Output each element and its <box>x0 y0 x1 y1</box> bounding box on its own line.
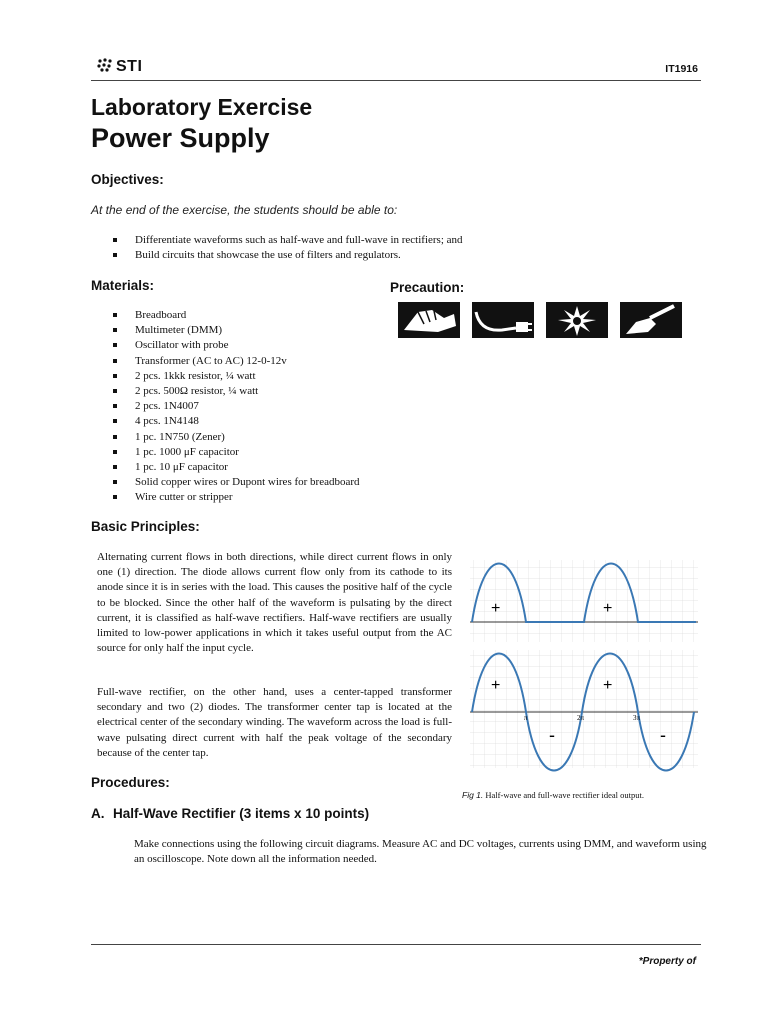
list-item: 1 pc. 1000 μF capacitor <box>113 445 413 460</box>
spark-flash-icon <box>546 302 608 338</box>
header-divider <box>91 80 701 81</box>
figure-caption-text: Half-wave and full-wave rectifier ideal output. <box>485 790 644 800</box>
full-wave-plus-2: + <box>603 677 613 694</box>
procedures-heading: Procedures: <box>91 775 170 790</box>
list-item: Wire cutter or stripper <box>113 490 413 505</box>
page-title-line2: Power Supply <box>91 123 270 153</box>
sti-logo <box>96 58 142 76</box>
half-wave-plus-1: + <box>491 600 501 617</box>
tick-label-3pi: 3π <box>633 714 641 722</box>
list-item: 2 pcs. 1kkk resistor, ¼ watt <box>113 369 413 384</box>
list-item: Transformer (AC to AC) 12-0-12v <box>113 354 413 369</box>
list-item: Multimeter (DMM) <box>113 323 413 338</box>
logo-text: STI <box>116 58 143 75</box>
list-item: 2 pcs. 1N4007 <box>113 399 413 414</box>
list-item: Oscillator with probe <box>113 338 413 353</box>
full-wave-grid <box>470 650 698 768</box>
tick-label-2pi: 2π <box>577 714 585 722</box>
figure-caption <box>462 790 644 800</box>
half-wave-grid <box>470 560 698 642</box>
footer-divider <box>91 944 701 945</box>
half-wave-plus-2: + <box>603 600 613 617</box>
list-item: Breadboard <box>113 308 413 323</box>
rectifier-waveform-figure <box>462 556 706 772</box>
section-a-title: Half-Wave Rectifier (3 items x 10 points) <box>113 806 370 821</box>
list-item: 2 pcs. 500Ω resistor, ¼ watt <box>113 384 413 399</box>
objectives-list <box>113 233 673 263</box>
hand-tool-icon <box>620 302 682 338</box>
list-item: Solid copper wires or Dupont wires for breadboard <box>113 475 413 490</box>
list-item: 1 pc. 1N750 (Zener) <box>113 430 413 445</box>
principles-paragraph-2: Full-wave rectifier, on the other hand, uses a center-tapped transformer secondary and two (2) diodes. The transformer center tap is located at the electrical center of the secondary winding. The waveform across the load is full-wave pulsating direct current with half the peak voltage of the secondary because of the center tap. <box>97 686 452 759</box>
precaution-icons <box>398 302 682 338</box>
precaution-heading: Precaution: <box>390 280 465 295</box>
full-wave-minus-2: - <box>660 725 666 745</box>
section-a-letter: A. <box>91 806 105 821</box>
materials-list <box>113 308 413 506</box>
objectives-heading: Objectives: <box>91 172 164 187</box>
figure-caption-prefix: Fig 1. <box>462 790 484 800</box>
full-wave-plus-1: + <box>491 677 501 694</box>
list-item: 4 pcs. 1N4148 <box>113 414 413 429</box>
list-item: 1 pc. 10 μF capacitor <box>113 460 413 475</box>
section-a-text: Make connections using the following circuit diagrams. Measure AC and DC voltages, currents using DMM, and waveform using an oscilloscope. Note down all the information needed. <box>134 838 707 866</box>
page-title-line1: Laboratory Exercise <box>91 94 313 120</box>
principles-paragraph-1: Alternating current flows in both directions, while direct current flows in only one (1) direction. The diode allows current flow only from its cathode to its anode since it is in series with the load. This causes the positive half of the cycle to be blocked. Since the other half of the waveform is pulsating by the direct current, it is classified as half-wave rectifiers. Half-wave rectifiers are usually limited to low-power applications in which it takes useful output from the AC source for only half the input cycle. <box>97 551 452 655</box>
document-code: IT1916 <box>665 63 698 75</box>
sti-logo-icon <box>96 58 114 72</box>
full-wave-minus-1: - <box>549 725 555 745</box>
hand-hazard-icon <box>398 302 460 338</box>
materials-heading: Materials: <box>91 278 155 293</box>
tick-label-pi: π <box>524 714 528 722</box>
principles-heading: Basic Principles: <box>91 519 200 534</box>
list-item: Build circuits that showcase the use of filters and regulators. <box>113 248 673 263</box>
footer-property: *Property of <box>638 956 696 967</box>
cable-plug-icon <box>472 302 534 338</box>
list-item: Differentiate waveforms such as half-wave and full-wave in rectifiers; and <box>113 233 673 248</box>
objectives-intro: At the end of the exercise, the students should be able to: <box>91 203 398 217</box>
